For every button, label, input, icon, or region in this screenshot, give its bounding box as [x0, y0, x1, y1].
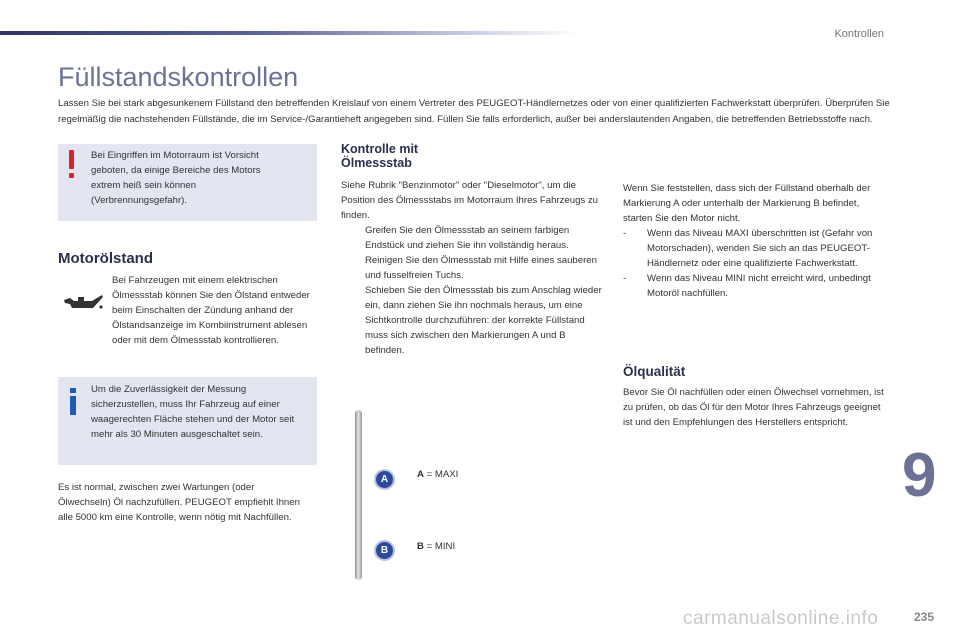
- level-item: [623, 226, 885, 271]
- header-rule: [0, 31, 580, 35]
- dash-marker: -: [623, 273, 627, 284]
- warning-box: [58, 144, 317, 221]
- motoroil-text: Bei Fahrzeugen mit einem elektrischen Ölmessstab können Sie den Ölstand entweder beim Einschalten der Zündung anhand der Ölstandsanzeige im Kombiinstrument ablesen oder mit dem Ölmessstab kontrollieren.: [112, 275, 310, 346]
- motoroil-heading: Motorölstand: [58, 250, 153, 267]
- step-text: Reinigen Sie den Ölmessstab mit Hilfe eines sauberen und fusselfreien Tuchs.: [365, 255, 597, 281]
- dipstick-step: [341, 253, 603, 283]
- step-text: Schieben Sie den Ölmessstab bis zum Anschlag wieder ein, dann ziehen Sie ihn nochmals heraus, um eine Sichtkontrolle durchzuführen: der korrekte Füllstand muss sich zwischen den Markierungen A und B befinden.: [365, 285, 602, 356]
- marker-b-text: = MINI: [426, 541, 456, 552]
- marker-a-text: = MAXI: [426, 469, 459, 480]
- marker-a-icon: A: [374, 469, 395, 490]
- section-label: Kontrollen: [834, 28, 884, 40]
- quality-text: Bevor Sie Öl nachfüllen oder einen Ölwechsel vornehmen, ist zu prüfen, ob das Öl für den Motor Ihres Fahrzeugs geeignet ist und den Empfehlungen des Herstellers entspricht.: [623, 387, 884, 428]
- level-item: [623, 271, 885, 301]
- chapter-number: 9: [902, 441, 935, 510]
- page-number: 235: [914, 610, 935, 624]
- marker-b-letter: B: [417, 541, 424, 552]
- info-text: Um die Zuverlässigkeit der Messung sicherzustellen, muss Ihr Fahrzeug auf einer waagerechten Fläche stehen und der Motor seit mehr als 30 Minuten ausgeschaltet sein.: [91, 384, 295, 440]
- info-icon: [70, 388, 76, 416]
- level-item-text: Wenn das Niveau MINI nicht erreicht wird, unbedingt Motoröl nachfüllen.: [647, 273, 871, 299]
- watermark: carmanualsonline.info: [683, 608, 879, 629]
- quality-heading: Ölqualität: [623, 364, 686, 379]
- normal-text: Es ist normal, zwischen zwei Wartungen (oder Ölwechseln) Öl nachzufüllen. PEUGEOT empfiehlt Ihnen alle 5000 km eine Kontrolle, wenn nötig mit Nachfüllen.: [58, 482, 300, 523]
- page-title: Füllstandskontrollen: [58, 62, 299, 92]
- dipstick-step: [341, 283, 603, 358]
- dipstick-intro: Siehe Rubrik "Benzinmotor" oder "Dieselmotor", um die Position des Ölmessstabs im Motorraum Ihres Fahrzeugs zu finden.: [341, 180, 598, 221]
- info-box: [58, 377, 317, 465]
- dipstick-step: [341, 223, 603, 253]
- level-item-text: Wenn das Niveau MAXI überschritten ist (Gefahr von Motorschaden), wenden Sie sich an das PEUGEOT-Händlernetz oder eine qualifizierte Fachwerkstatt.: [647, 228, 873, 269]
- exclamation-icon: [68, 150, 76, 180]
- marker-a-letter: A: [417, 469, 424, 480]
- warning-text: Bei Eingriffen im Motorraum ist Vorsicht geboten, da einige Bereiche des Motors extrem heiß sein können (Verbrennungsgefahr).: [91, 150, 261, 206]
- level-paragraph: Wenn Sie feststellen, dass sich der Füllstand oberhalb der Markierung A oder unterhalb der Markierung B befindet, starten Sie den Motor nicht.: [623, 183, 871, 224]
- level-section: [623, 181, 885, 301]
- step-text: Greifen Sie den Ölmessstab an seinem farbigen Endstück und ziehen Sie ihn vollständig heraus.: [365, 225, 570, 251]
- dipstick-section: [341, 178, 603, 358]
- dash-marker: -: [623, 228, 627, 239]
- marker-b-label: [417, 541, 455, 552]
- dipstick-illustration: [351, 410, 367, 580]
- marker-b-icon: B: [374, 540, 395, 561]
- dipstick-heading: Kontrolle mit Ölmessstab: [341, 142, 419, 170]
- oil-can-icon: [62, 290, 104, 314]
- marker-a-label: [417, 469, 458, 480]
- intro-paragraph: Lassen Sie bei stark abgesunkenem Füllstand den betreffenden Kreislauf von einem Vertreter des PEUGEOT-Händlernetzes oder von einer qualifizierten Fachwerkstatt überprüfen. Überprüfen Sie regelmäßig die nachstehenden Füllstände, die im Service-/Garantieheft angegeben sind. Füllen Sie falls erforderlich, außer bei anderslautenden Angaben, die betreffenden Betriebsstoffe nach.: [58, 98, 890, 125]
